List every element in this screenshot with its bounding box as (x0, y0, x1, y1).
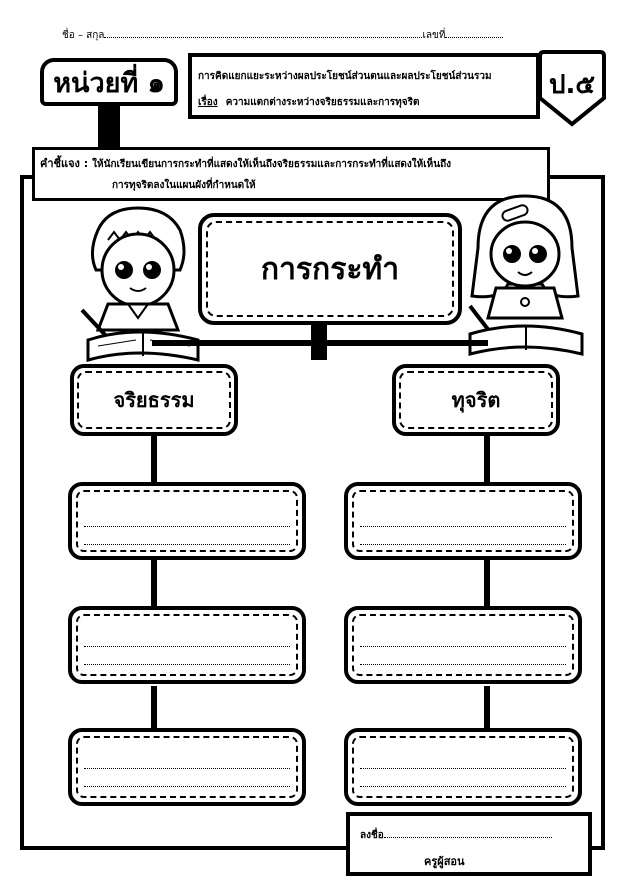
unit-label: หน่วยที่ ๑ (40, 58, 178, 106)
instruction-line-2: การทุจริตลงในแผนผังที่กำหนดให้ (112, 180, 256, 191)
name-label: ชื่อ – สกุล (62, 30, 105, 41)
instruction-line-1 (40, 154, 451, 172)
sign-label: ลงชื่อ (360, 830, 384, 841)
ethics-answer-box-1[interactable] (68, 482, 306, 560)
ethics-answer-box-3[interactable] (68, 728, 306, 806)
subject-text: ความแตกต่างระหว่างจริยธรรมและการทุจริต (225, 97, 420, 108)
left-category-label: จริยธรรม (77, 371, 231, 429)
topic-subject (198, 95, 419, 110)
corruption-answer-box-1[interactable] (344, 482, 582, 560)
left-connector-3 (151, 686, 157, 732)
signature-box (346, 812, 592, 876)
instruction-text-1: ให้นักเรียนเขียนการกระทำที่แสดงให้เห็นถึงจริยธรรมและการกระทำที่แสดงให้เห็นถึง (92, 159, 452, 170)
signature-line (360, 828, 552, 843)
number-field[interactable] (445, 28, 503, 38)
right-category-label: ทุจริต (399, 371, 553, 429)
subject-label: เรื่อง (198, 97, 218, 108)
right-connector-3 (484, 686, 490, 732)
left-connector-1 (151, 434, 157, 484)
left-connector-2 (151, 560, 157, 610)
name-line (62, 28, 542, 43)
signature-role: ครูผู้สอน (424, 855, 465, 868)
signature-field[interactable] (384, 837, 552, 838)
corruption-answer-box-3[interactable] (344, 728, 582, 806)
topic-title: การคิดแยกแยะระหว่างผลประโยชน์ส่วนตนและผลประโยชน์ส่วนรวม (198, 71, 492, 82)
corruption-answer-box-2[interactable] (344, 606, 582, 684)
center-connector-bar (152, 340, 488, 346)
ethics-answer-box-2[interactable] (68, 606, 306, 684)
right-connector-1 (484, 434, 490, 484)
name-field[interactable] (104, 28, 422, 38)
grade-label: ป.๕ (548, 70, 596, 100)
center-title: การกระทำ (206, 221, 454, 317)
right-connector-2 (484, 560, 490, 610)
unit-stem (98, 104, 120, 148)
instruction-label: คำชี้แจง : (40, 157, 89, 170)
girl-reading-illustration (460, 188, 590, 363)
number-label: เลขที่ (422, 30, 446, 41)
